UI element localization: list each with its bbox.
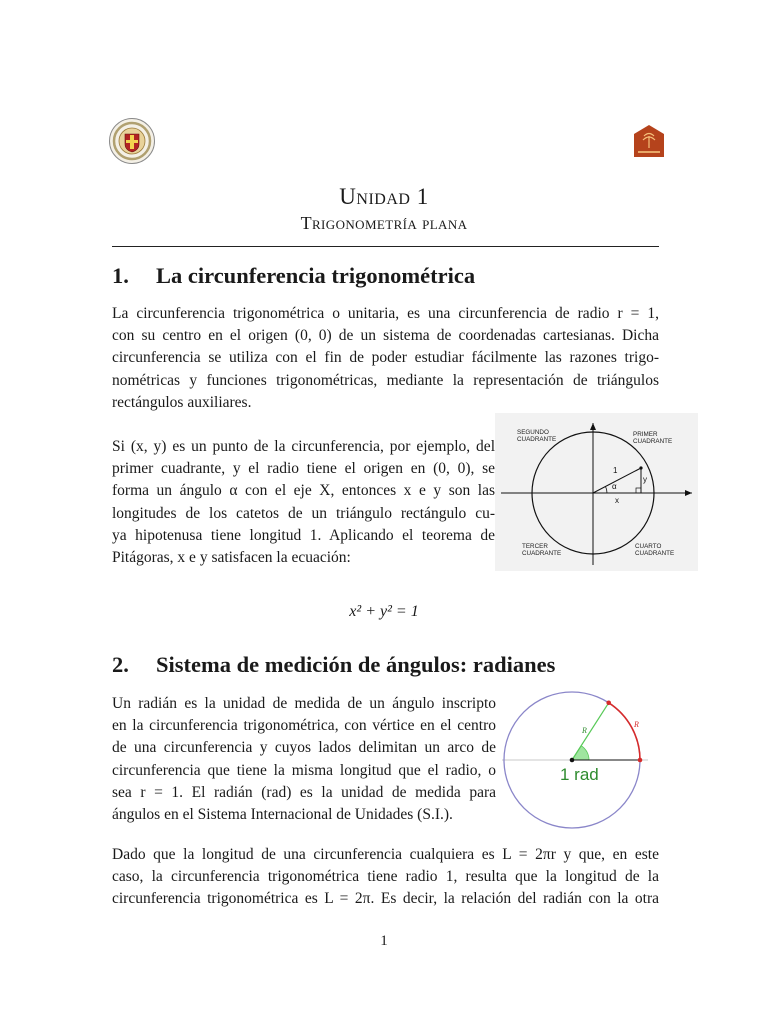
label-alpha: α [612, 482, 617, 491]
text-line: forma un ángulo α con el eje X, entonces x e y son las [112, 482, 495, 500]
section-2-paragraph-1 [112, 693, 496, 826]
text-line: rectángulos auxiliares. [112, 393, 252, 411]
label-q4-line2: CUADRANTE [635, 550, 675, 557]
label-q2-line1: SEGUNDO [517, 429, 549, 436]
unit-title: Unidad 1 [339, 184, 429, 209]
title-divider [112, 246, 659, 247]
text-line: circunferencia trigonométrica es L = 2π. Es decir, la relación del radián con la otra [112, 890, 659, 908]
section-1-paragraph-1 [112, 303, 659, 414]
equation-text: x² + y² = 1 [349, 603, 419, 620]
text-line: Dado que la longitud de una circunferencia cualquiera es L = 2πr y que, en este [112, 846, 659, 863]
section-2-title: Sistema de medición de ángulos: radianes [156, 652, 556, 677]
university-seal-logo [108, 117, 156, 165]
unit-subtitle: Trigonometría plana [300, 213, 468, 233]
text-line: Un radián es la unidad de medida de un ángulo inscripto [112, 695, 496, 712]
text-line: Pitágoras, x e y satisfacen la ecuación: [112, 549, 351, 567]
text-line: sea r = 1. El radián (rad) es la unidad de medida para [112, 783, 496, 801]
text-line: con su centro en el origen (0, 0) de un sistema de coordenadas cartesianas. Dicha [112, 327, 659, 345]
radian-diagram [500, 690, 650, 830]
text-line: circunferencia se utiliza con el fin de poder estudiar fácilmente las razones trigo- [112, 349, 659, 367]
section-2-heading [112, 652, 555, 678]
text-line: de una circunferencia y cuyos lados delimitan un arco de [112, 739, 496, 757]
label-y: y [643, 475, 647, 484]
section-1-title: La circunferencia trigonométrica [156, 263, 476, 288]
label-q1-line2: CUADRANTE [633, 438, 673, 445]
text-line: caso, la circunferencia trigonométrica tiene radio 1, resulta que la longitud de la [112, 868, 659, 886]
pythagoras-equation [0, 603, 768, 621]
text-line: Si (x, y) es un punto de la circunferencia, por ejemplo, del [112, 438, 495, 455]
label-x: x [615, 496, 619, 505]
label-radius-r: R [582, 726, 587, 735]
section-1-paragraph-2 [112, 436, 495, 569]
text-line: primer cuadrante, y el radio tiene el origen en (0, 0), se [112, 460, 495, 478]
label-q2-line2: CUADRANTE [517, 436, 557, 443]
text-line: nométricas y funciones trigonométricas, mediante la representación de triángulos [112, 371, 659, 389]
text-line: en la circunferencia trigonométrica, con vértice en el centro [112, 717, 496, 735]
label-q3-line1: TERCER [522, 543, 548, 550]
label-radius: 1 [613, 466, 618, 475]
text-line: ángulos en el Sistema Internacional de Unidades (S.I.). [112, 806, 453, 824]
text-line: ya hipotenusa tiene longitud 1. Aplicando el teorema de [112, 526, 495, 544]
label-q1-line1: PRIMER [633, 431, 658, 438]
page-number: 1 [380, 933, 388, 949]
institute-logo [633, 124, 665, 158]
section-2-number: 2. [112, 652, 129, 677]
text-line: longitudes de los catetos de un triángulo rectángulo cu- [112, 504, 495, 522]
section-1-heading [112, 263, 475, 289]
unit-circle-diagram [495, 413, 698, 571]
text-line: La circunferencia trigonométrica o unitaria, es una circunferencia de radio r = 1, [112, 305, 659, 322]
label-q4-line1: CUARTO [635, 543, 662, 550]
label-one-rad: 1 rad [560, 765, 599, 784]
text-line: circunferencia que tiene la misma longitud que el radio, o [112, 761, 496, 779]
label-q3-line2: CUADRANTE [522, 550, 562, 557]
section-1-number: 1. [112, 263, 129, 288]
section-2-paragraph-2 [112, 844, 659, 911]
label-arc-r: R [634, 720, 639, 729]
